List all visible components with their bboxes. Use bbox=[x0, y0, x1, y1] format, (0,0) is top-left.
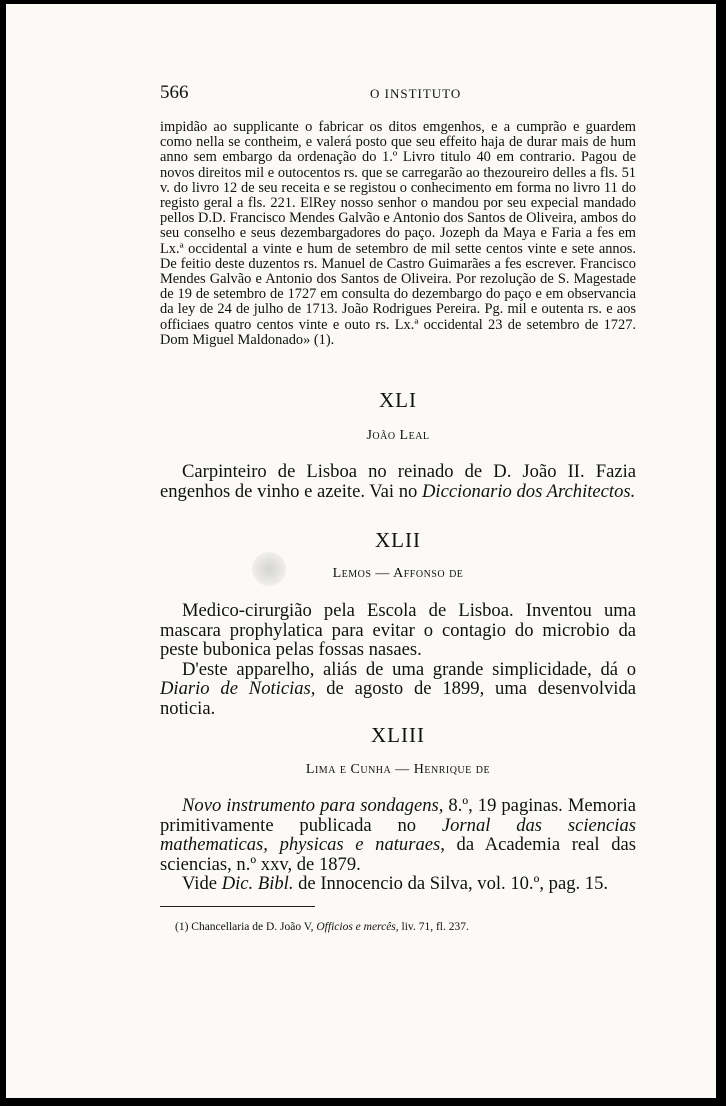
entry-paragraph bbox=[160, 796, 636, 874]
entry-name-xliii: Lima e Cunha — Henrique de bbox=[305, 762, 491, 777]
entry-numeral-xliii: XLIII bbox=[371, 723, 425, 747]
entry-paragraph bbox=[160, 874, 636, 894]
footnote-rule bbox=[160, 906, 315, 907]
entry-body-xli bbox=[160, 462, 636, 501]
text-run: da Academia real das sciencias, n.º xxv, de 1879. bbox=[160, 834, 637, 875]
page-number: 566 bbox=[160, 82, 189, 103]
text-run-italic: Dic. Bibl. bbox=[221, 873, 294, 894]
text-run: de agosto de 1899, uma desenvolvida noticia. bbox=[160, 678, 636, 719]
text-run-italic: Officios e mercês, bbox=[316, 921, 399, 933]
text-run: Vide bbox=[182, 873, 222, 894]
text-run: 8.º, 19 paginas. Memoria primitivamente publicada no bbox=[160, 795, 637, 836]
text-run-italic: Jornal das sciencias mathematicas, physicas e naturaes, bbox=[160, 814, 637, 855]
entry-paragraph: Medico-cirurgião pela Escola de Lisboa. Inventou uma mascara prophylatica para evitar o contagio do microbio da peste bubonica pelas fossas nasaes. bbox=[160, 600, 636, 660]
entry-numeral-xlii: XLII bbox=[375, 528, 421, 552]
text-run-italic: Diccionario dos Architectos. bbox=[421, 480, 636, 502]
document-excerpt bbox=[160, 120, 636, 348]
text-run: (1) Chancellaria de D. João V, bbox=[175, 921, 317, 933]
text-run: Carpinteiro de Lisboa no reinado de D. João II. Fazia engenhos de vinho e azeite. Vai no bbox=[160, 461, 636, 502]
entry-name-xlii: Lemos — Affonso de bbox=[332, 566, 464, 581]
entry-numeral-xli: XLI bbox=[379, 388, 417, 412]
footnote bbox=[175, 921, 635, 933]
entry-body-xliii bbox=[160, 796, 636, 894]
text-run: D'este apparelho, aliás de uma grande simplicidade, dá o bbox=[182, 658, 636, 680]
text-run-italic: Novo instrumento para sondagens, bbox=[182, 795, 444, 816]
page-header bbox=[160, 82, 636, 106]
entry-paragraph bbox=[160, 660, 636, 719]
entry-name-xli: João Leal bbox=[366, 428, 430, 443]
text-run-italic: Diario de Noticias, bbox=[160, 678, 316, 699]
entry-body-xlii bbox=[160, 601, 636, 718]
running-title: O INSTITUTO bbox=[370, 86, 462, 101]
text-run: liv. 71, fl. 237. bbox=[398, 921, 469, 933]
text-run: de Innocencio da Silva, vol. 10.º, pag. 15. bbox=[293, 873, 609, 894]
entry-paragraph bbox=[160, 462, 636, 501]
excerpt-paragraph: impidão ao supplicante o fabricar os ditos emgenhos, e a cumprão e guardem como nella se contheim, e valerá posto que seu effeito haja de durar mais de hum anno sem embargo da ordenação do 1.º Livro titulo 40 em contrario. Pagou de novos direitos mil e outocentos rs. que se carregarão ao thezoureiro delles a fls. 51 v. do livro 12 de seu receita e se registou o conhecimento em forma no livro 11 do registo geral a fls. 221. ElRey nosso senhor o mandou por seu expecial mandado pellos D.D. Francisco Mendes Galvão e Antonio dos Santos de Oliveira, ambos do seu conselho e seus dezembargadores do paço. Jozeph da Maya e Faria a fes em Lx.ª occidental a vinte e hum de setembro de mil sette centos vinte e sete annos. De feitio deste duzentos rs. Manuel de Castro Guimarães a fes escrever. Francisco Mendes Galvão e Antonio dos Santos de Oliveira. Por rezolução de S. Magestade de 19 de setembro de 1727 em consulta do dezembargo do paço e em observancia da ley de 24 de julho de 1713. João Rodrigues Pereira. Pg. mil e outenta rs. e aos officiaes quatro centos vinte e outo rs. Lx.ª occidental 23 de setembro de 1727. Dom Miguel Maldonado» (1). bbox=[160, 119, 637, 348]
